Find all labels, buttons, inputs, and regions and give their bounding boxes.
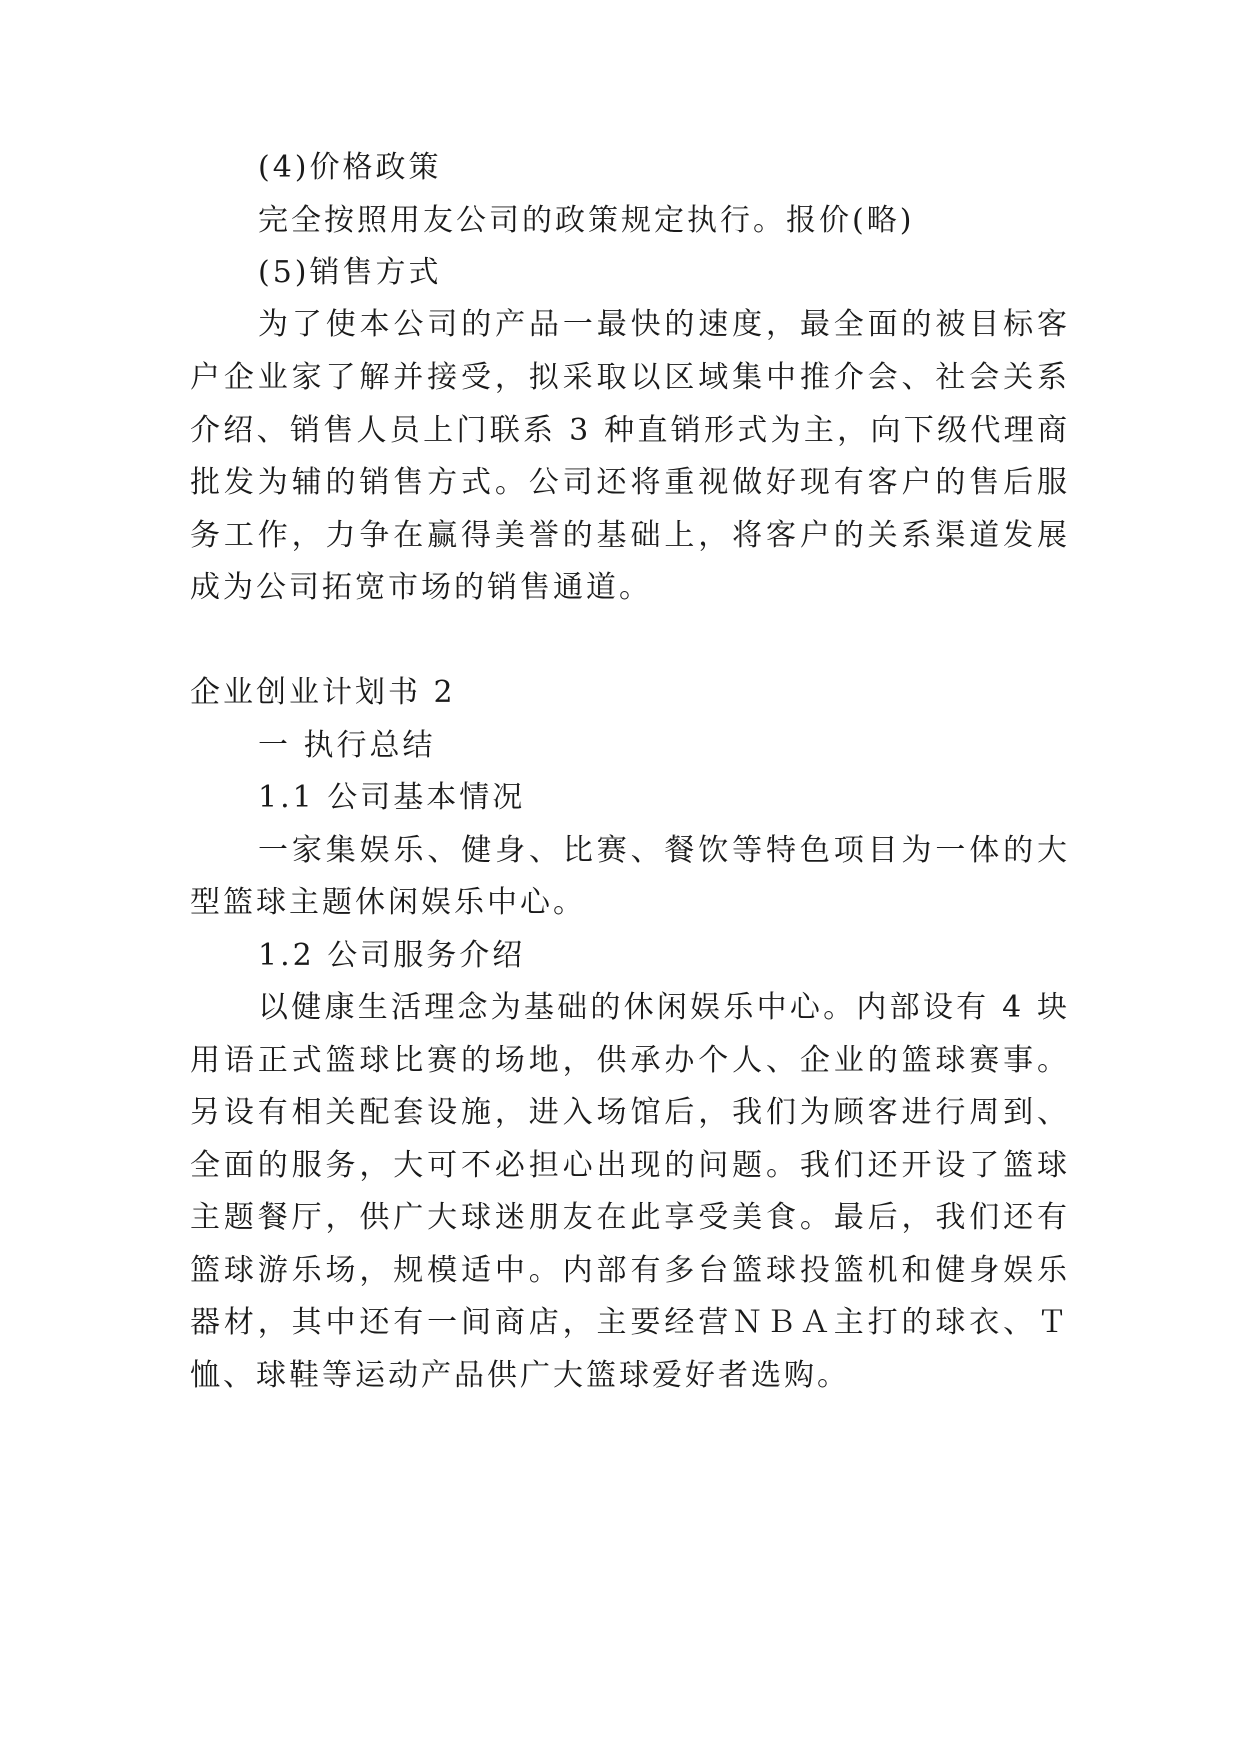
paragraph-line: 一家集娱乐、健身、比赛、餐饮等特色项目为一体的大 (258, 833, 1070, 868)
section-heading-pricing: (4)价格政策 (258, 150, 442, 185)
paragraph-line: 器材，其中还有一间商店，主要经营ＮＢＡ主打的球衣、Ｔ (190, 1305, 1070, 1340)
paragraph-line: 另设有相关配套设施，进入场馆后，我们为顾客进行周到、 (190, 1095, 1070, 1130)
paragraph-line: 全面的服务，大可不必担心出现的问题。我们还开设了篮球 (190, 1148, 1070, 1183)
chapter-heading: 一 执行总结 (258, 728, 436, 763)
section-heading-sales: (5)销售方式 (258, 255, 442, 290)
paragraph-line: 户企业家了解并接受，拟采取以区域集中推介会、社会关系 (190, 360, 1070, 395)
document-title: 企业创业计划书 2 (190, 675, 456, 710)
paragraph-line: 为了使本公司的产品一最快的速度，最全面的被目标客 (258, 307, 1070, 342)
paragraph-line: 批发为辅的销售方式。公司还将重视做好现有客户的售后服 (190, 465, 1070, 500)
paragraph-line: 成为公司拓宽市场的销售通道。 (190, 570, 652, 605)
section-heading-company-basics: 1.1 公司基本情况 (258, 780, 526, 815)
paragraph-pricing: 完全按照用友公司的政策规定执行。报价(略) (258, 203, 915, 238)
paragraph-line: 恤、球鞋等运动产品供广大篮球爱好者选购。 (190, 1358, 850, 1393)
paragraph-line: 型篮球主题休闲娱乐中心。 (190, 885, 586, 920)
paragraph-line: 介绍、销售人员上门联系 3 种直销形式为主，向下级代理商 (190, 413, 1070, 448)
paragraph-line: 以健康生活理念为基础的休闲娱乐中心。内部设有 4 块 (258, 990, 1070, 1025)
paragraph-line: 主题餐厅，供广大球迷朋友在此享受美食。最后，我们还有 (190, 1200, 1070, 1235)
paragraph-line: 用语正式篮球比赛的场地，供承办个人、企业的篮球赛事。 (190, 1043, 1070, 1078)
section-heading-service-intro: 1.2 公司服务介绍 (258, 938, 526, 973)
paragraph-line: 篮球游乐场，规模适中。内部有多台篮球投篮机和健身娱乐 (190, 1253, 1070, 1288)
paragraph-line: 务工作，力争在赢得美誉的基础上，将客户的关系渠道发展 (190, 518, 1070, 553)
